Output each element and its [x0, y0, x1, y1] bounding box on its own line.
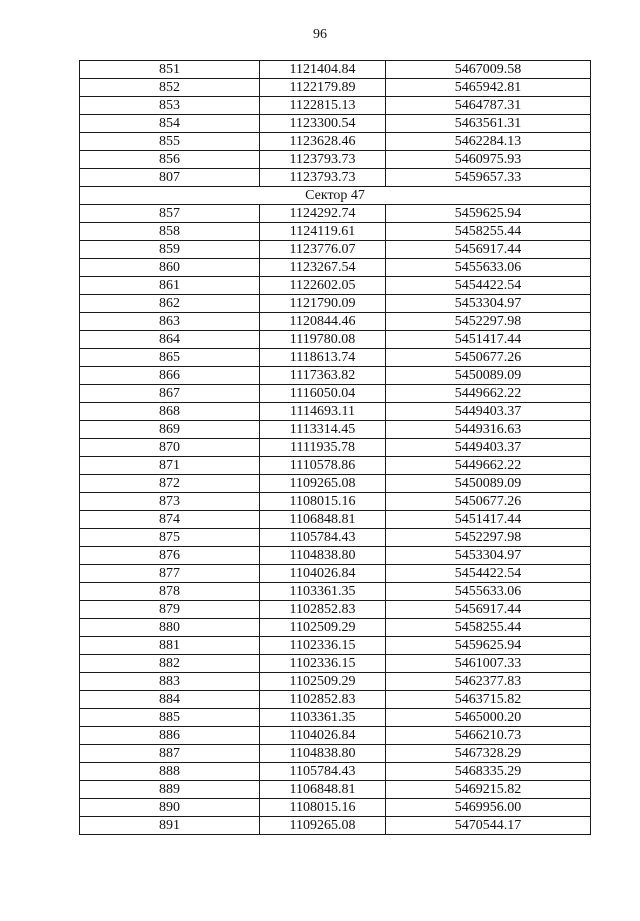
- x-coordinate-cell: 1113314.45: [260, 421, 386, 439]
- y-coordinate-cell: 5450089.09: [386, 367, 591, 385]
- x-coordinate-cell: 1122815.13: [260, 97, 386, 115]
- x-coordinate-cell: 1103361.35: [260, 583, 386, 601]
- y-coordinate-cell: 5453304.97: [386, 295, 591, 313]
- point-number-cell: 875: [80, 529, 260, 547]
- point-number-cell: 854: [80, 115, 260, 133]
- point-number-cell: 885: [80, 709, 260, 727]
- point-number-cell: 857: [80, 205, 260, 223]
- table-row: [80, 475, 591, 493]
- table-row: [80, 727, 591, 745]
- y-coordinate-cell: 5462377.83: [386, 673, 591, 691]
- table-row: [80, 511, 591, 529]
- point-number-cell: 861: [80, 277, 260, 295]
- x-coordinate-cell: 1105784.43: [260, 763, 386, 781]
- y-coordinate-cell: 5454422.54: [386, 565, 591, 583]
- y-coordinate-cell: 5459625.94: [386, 637, 591, 655]
- y-coordinate-cell: 5469215.82: [386, 781, 591, 799]
- table-row: [80, 259, 591, 277]
- x-coordinate-cell: 1105784.43: [260, 529, 386, 547]
- table-row: [80, 673, 591, 691]
- y-coordinate-cell: 5462284.13: [386, 133, 591, 151]
- table-row: [80, 493, 591, 511]
- x-coordinate-cell: 1123793.73: [260, 169, 386, 187]
- table-row: [80, 547, 591, 565]
- point-number-cell: 859: [80, 241, 260, 259]
- x-coordinate-cell: 1122602.05: [260, 277, 386, 295]
- y-coordinate-cell: 5455633.06: [386, 583, 591, 601]
- point-number-cell: 853: [80, 97, 260, 115]
- point-number-cell: 856: [80, 151, 260, 169]
- point-number-cell: 855: [80, 133, 260, 151]
- x-coordinate-cell: 1121790.09: [260, 295, 386, 313]
- y-coordinate-cell: 5465942.81: [386, 79, 591, 97]
- table-row: [80, 655, 591, 673]
- y-coordinate-cell: 5463715.82: [386, 691, 591, 709]
- table-row: [80, 79, 591, 97]
- x-coordinate-cell: 1102336.15: [260, 637, 386, 655]
- x-coordinate-cell: 1106848.81: [260, 781, 386, 799]
- x-coordinate-cell: 1118613.74: [260, 349, 386, 367]
- point-number-cell: 879: [80, 601, 260, 619]
- table-row: [80, 313, 591, 331]
- x-coordinate-cell: 1102509.29: [260, 619, 386, 637]
- table-row: [80, 223, 591, 241]
- point-number-cell: 888: [80, 763, 260, 781]
- x-coordinate-cell: 1121404.84: [260, 61, 386, 79]
- y-coordinate-cell: 5449662.22: [386, 385, 591, 403]
- y-coordinate-cell: 5450677.26: [386, 349, 591, 367]
- table-row: [80, 331, 591, 349]
- x-coordinate-cell: 1123267.54: [260, 259, 386, 277]
- point-number-cell: 889: [80, 781, 260, 799]
- y-coordinate-cell: 5451417.44: [386, 511, 591, 529]
- x-coordinate-cell: 1124119.61: [260, 223, 386, 241]
- table-row: [80, 115, 591, 133]
- point-number-cell: 863: [80, 313, 260, 331]
- point-number-cell: 869: [80, 421, 260, 439]
- point-number-cell: 890: [80, 799, 260, 817]
- table-row: [80, 745, 591, 763]
- table-row: [80, 61, 591, 79]
- y-coordinate-cell: 5450089.09: [386, 475, 591, 493]
- x-coordinate-cell: 1102336.15: [260, 655, 386, 673]
- x-coordinate-cell: 1122179.89: [260, 79, 386, 97]
- x-coordinate-cell: 1116050.04: [260, 385, 386, 403]
- point-number-cell: 872: [80, 475, 260, 493]
- point-number-cell: 865: [80, 349, 260, 367]
- point-number-cell: 867: [80, 385, 260, 403]
- table-row: [80, 691, 591, 709]
- table-row: [80, 367, 591, 385]
- table-row: [80, 529, 591, 547]
- y-coordinate-cell: 5456917.44: [386, 241, 591, 259]
- point-number-cell: 852: [80, 79, 260, 97]
- table-row: [80, 601, 591, 619]
- coordinates-table-body: [80, 61, 591, 835]
- table-row: [80, 277, 591, 295]
- coordinates-table: [79, 60, 591, 835]
- y-coordinate-cell: 5449403.37: [386, 439, 591, 457]
- section-header-row: [80, 187, 591, 205]
- x-coordinate-cell: 1117363.82: [260, 367, 386, 385]
- y-coordinate-cell: 5449403.37: [386, 403, 591, 421]
- x-coordinate-cell: 1123628.46: [260, 133, 386, 151]
- point-number-cell: 868: [80, 403, 260, 421]
- x-coordinate-cell: 1124292.74: [260, 205, 386, 223]
- y-coordinate-cell: 5459657.33: [386, 169, 591, 187]
- y-coordinate-cell: 5466210.73: [386, 727, 591, 745]
- table-row: [80, 385, 591, 403]
- x-coordinate-cell: 1114693.11: [260, 403, 386, 421]
- y-coordinate-cell: 5452297.98: [386, 529, 591, 547]
- table-row: [80, 709, 591, 727]
- point-number-cell: 886: [80, 727, 260, 745]
- point-number-cell: 870: [80, 439, 260, 457]
- x-coordinate-cell: 1120844.46: [260, 313, 386, 331]
- point-number-cell: 851: [80, 61, 260, 79]
- table-row: [80, 151, 591, 169]
- y-coordinate-cell: 5469956.00: [386, 799, 591, 817]
- y-coordinate-cell: 5458255.44: [386, 619, 591, 637]
- table-row: [80, 817, 591, 835]
- point-number-cell: 807: [80, 169, 260, 187]
- x-coordinate-cell: 1123793.73: [260, 151, 386, 169]
- y-coordinate-cell: 5461007.33: [386, 655, 591, 673]
- y-coordinate-cell: 5464787.31: [386, 97, 591, 115]
- point-number-cell: 887: [80, 745, 260, 763]
- point-number-cell: 891: [80, 817, 260, 835]
- x-coordinate-cell: 1102852.83: [260, 601, 386, 619]
- table-row: [80, 295, 591, 313]
- x-coordinate-cell: 1108015.16: [260, 799, 386, 817]
- point-number-cell: 864: [80, 331, 260, 349]
- table-row: [80, 457, 591, 475]
- x-coordinate-cell: 1109265.08: [260, 817, 386, 835]
- x-coordinate-cell: 1110578.86: [260, 457, 386, 475]
- y-coordinate-cell: 5463561.31: [386, 115, 591, 133]
- y-coordinate-cell: 5470544.17: [386, 817, 591, 835]
- point-number-cell: 883: [80, 673, 260, 691]
- table-row: [80, 349, 591, 367]
- table-row: [80, 799, 591, 817]
- x-coordinate-cell: 1106848.81: [260, 511, 386, 529]
- x-coordinate-cell: 1104838.80: [260, 745, 386, 763]
- table-row: [80, 439, 591, 457]
- table-row: [80, 169, 591, 187]
- point-number-cell: 878: [80, 583, 260, 601]
- table-row: [80, 619, 591, 637]
- point-number-cell: 858: [80, 223, 260, 241]
- y-coordinate-cell: 5450677.26: [386, 493, 591, 511]
- x-coordinate-cell: 1104838.80: [260, 547, 386, 565]
- x-coordinate-cell: 1104026.84: [260, 727, 386, 745]
- point-number-cell: 881: [80, 637, 260, 655]
- x-coordinate-cell: 1123300.54: [260, 115, 386, 133]
- table-row: [80, 763, 591, 781]
- y-coordinate-cell: 5449316.63: [386, 421, 591, 439]
- point-number-cell: 873: [80, 493, 260, 511]
- point-number-cell: 860: [80, 259, 260, 277]
- point-number-cell: 882: [80, 655, 260, 673]
- x-coordinate-cell: 1111935.78: [260, 439, 386, 457]
- table-row: [80, 781, 591, 799]
- point-number-cell: 884: [80, 691, 260, 709]
- y-coordinate-cell: 5454422.54: [386, 277, 591, 295]
- y-coordinate-cell: 5456917.44: [386, 601, 591, 619]
- table-row: [80, 637, 591, 655]
- table-row: [80, 583, 591, 601]
- page-number: 96: [313, 27, 327, 42]
- table-row: [80, 205, 591, 223]
- x-coordinate-cell: 1123776.07: [260, 241, 386, 259]
- y-coordinate-cell: 5451417.44: [386, 331, 591, 349]
- table-row: [80, 133, 591, 151]
- y-coordinate-cell: 5467009.58: [386, 61, 591, 79]
- table-row: [80, 241, 591, 259]
- table-row: [80, 565, 591, 583]
- y-coordinate-cell: 5459625.94: [386, 205, 591, 223]
- y-coordinate-cell: 5468335.29: [386, 763, 591, 781]
- table-row: [80, 403, 591, 421]
- x-coordinate-cell: 1108015.16: [260, 493, 386, 511]
- y-coordinate-cell: 5449662.22: [386, 457, 591, 475]
- y-coordinate-cell: 5453304.97: [386, 547, 591, 565]
- point-number-cell: 866: [80, 367, 260, 385]
- y-coordinate-cell: 5458255.44: [386, 223, 591, 241]
- point-number-cell: 862: [80, 295, 260, 313]
- x-coordinate-cell: 1104026.84: [260, 565, 386, 583]
- y-coordinate-cell: 5467328.29: [386, 745, 591, 763]
- x-coordinate-cell: 1119780.08: [260, 331, 386, 349]
- x-coordinate-cell: 1103361.35: [260, 709, 386, 727]
- point-number-cell: 871: [80, 457, 260, 475]
- y-coordinate-cell: 5452297.98: [386, 313, 591, 331]
- x-coordinate-cell: 1102509.29: [260, 673, 386, 691]
- point-number-cell: 874: [80, 511, 260, 529]
- y-coordinate-cell: 5460975.93: [386, 151, 591, 169]
- y-coordinate-cell: 5465000.20: [386, 709, 591, 727]
- point-number-cell: 876: [80, 547, 260, 565]
- point-number-cell: 877: [80, 565, 260, 583]
- table-row: [80, 421, 591, 439]
- table-row: [80, 97, 591, 115]
- section-label: Сектор 47: [80, 187, 591, 205]
- y-coordinate-cell: 5455633.06: [386, 259, 591, 277]
- x-coordinate-cell: 1102852.83: [260, 691, 386, 709]
- x-coordinate-cell: 1109265.08: [260, 475, 386, 493]
- point-number-cell: 880: [80, 619, 260, 637]
